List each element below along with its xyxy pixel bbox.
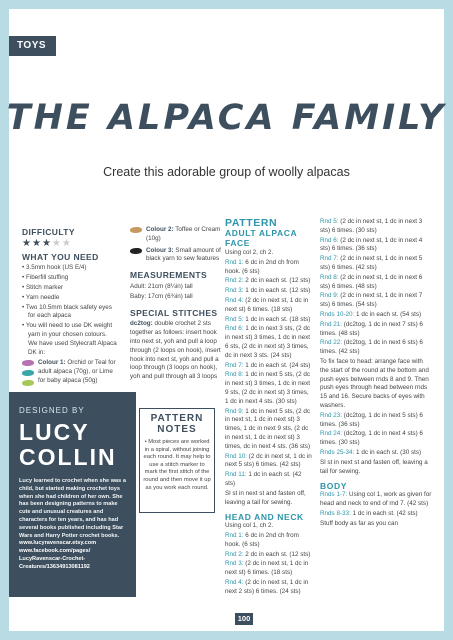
pattern-round <box>320 321 432 339</box>
pattern-notes-title: PATTERN NOTES <box>150 413 204 435</box>
round-label: Rnd 7: <box>225 361 244 369</box>
round-text: 1 dc in next 5 sts, (2 dc in next st, 1 dc in next st) 3 times, 1 dc in next 9 sts, (2 dc in next st, 1 dc in next st) 3 times, dc in next 4 sts. (36 sts) <box>225 407 311 450</box>
round-label: Rnd 22: <box>320 339 343 347</box>
round-label: Rnd 23: <box>320 411 343 419</box>
colour-3-row <box>130 247 222 265</box>
round-text: 1 dc in each st. (42 sts) <box>225 471 302 487</box>
adult-face-heading: ADULT ALPACA FACE <box>225 228 297 248</box>
measurement-baby: Baby: 17cm (6¾in) tall <box>130 292 193 300</box>
round-text: (dc2tog, 1 dc in next 7 sts) 6 times. (48 sts) <box>320 320 423 337</box>
round-text: (2 dc in next st, 1 dc in next st) 6 times. (18 sts) <box>225 296 309 313</box>
round-text: (dc2tog, 1 dc in next 6 sts) 6 times. (42 sts) <box>320 339 423 356</box>
round-text: (2 dc in next st, 1 dc in next 7 sts) 6 times. (54 sts) <box>320 292 423 309</box>
round-text: (2 dc in next st, 1 dc in next 5 sts) 6 times. (42 sts) <box>320 255 423 271</box>
round-text: 1 dc in next 3 sts, (2 dc in next st) 3 times, 1 dc in next 6 sts, (2 dc in next st) 3 times, dc in next 3 sts. (24 sts) <box>225 325 311 359</box>
star-icon: ★ <box>22 237 32 249</box>
body-heading: BODY <box>320 481 347 492</box>
pattern-round <box>320 274 432 292</box>
star-icon: ★ <box>31 237 42 249</box>
round-label: Rnd 5: <box>320 218 339 225</box>
colour-1-text: Colour 1: Orchid or Teal for adult alpaca (70g), or Lime for baby alpaca (50g) <box>38 359 116 384</box>
round-text: (2 dc in next st, 1 dc in next 6 sts) 6 times. (48 sts) <box>320 273 423 290</box>
round-text: Using col 1, work as given for head and neck to end of rnd 7. (42 sts) <box>320 491 432 507</box>
round-label: Rnds 8-33: <box>320 509 351 517</box>
page-title: THE ALPACA FAMILY <box>6 98 447 138</box>
designer-link[interactable]: www.lucyravenscar.etsy.com <box>19 540 97 547</box>
pattern-round <box>320 311 432 320</box>
column-pattern <box>225 218 313 597</box>
pattern-round <box>225 408 313 452</box>
pattern-round <box>320 339 432 357</box>
round-label: Rnds 25-34: <box>320 448 355 456</box>
page-frame-bottom <box>0 631 453 640</box>
pattern-round <box>225 551 313 560</box>
pattern-round <box>225 259 313 277</box>
pattern-round <box>320 255 432 273</box>
pattern-round <box>320 218 432 236</box>
pattern-round <box>225 579 313 597</box>
special-stitch-text: dc2tog: double crochet 2 sts together as follows: insert hook into next st, yoh and pull a loop through (2 loops on hook), insert hook into next st, yoh and pull a loop through (3 loops on hook), yoh and pull through all 3 loops <box>130 320 221 381</box>
pattern-round <box>225 297 313 315</box>
yarn-ball-icon <box>22 380 34 386</box>
pattern-round <box>320 292 432 310</box>
star-empty-icon: ★ <box>61 237 72 249</box>
round-label: Rnd 5: <box>225 315 244 323</box>
body-rounds <box>320 491 432 518</box>
designer-link[interactable]: LucyRavenscar-Crochet- <box>19 555 86 562</box>
measurement-adult: Adult: 21cm (8¼in) tall <box>130 282 193 290</box>
pattern-round <box>320 449 432 458</box>
round-label: Rnd 6: <box>320 236 339 244</box>
star-empty-icon: ★ <box>51 237 62 249</box>
designer-link[interactable]: www.facebook.com/pages/ <box>19 548 91 555</box>
pattern-round <box>225 371 313 406</box>
body-last-line: Stuff body as far as you can <box>320 519 398 527</box>
materials-list <box>22 264 117 357</box>
list-item: • Stitch marker <box>22 283 64 291</box>
round-text: (2 dc in next st, 1 dc in next 2 sts) 6 times. (24 sts) <box>225 578 309 595</box>
pattern-heading: PATTERN <box>225 217 278 229</box>
special-stitches-heading: SPECIAL STITCHES <box>130 307 218 318</box>
round-label: Rnd 2: <box>225 277 244 285</box>
round-text: 1 dc in each st. (12 sts) <box>243 287 311 295</box>
pattern-round <box>320 412 432 430</box>
round-text: (2 dc in next st, 1 dc in next 3 sts) 6 times. (30 sts) <box>320 218 423 234</box>
pattern-round <box>320 510 432 519</box>
round-label: Rnd 9: <box>320 292 339 300</box>
round-text: 2 dc in each st. (12 sts) <box>243 277 311 285</box>
head-rounds-continued <box>320 218 432 357</box>
colour-2-text: Colour 2: Toffee or Cream (10g) <box>146 226 221 242</box>
round-label: Rnd 4: <box>225 296 244 304</box>
round-label: Rnd 9: <box>225 407 244 415</box>
column-requirements <box>22 226 117 388</box>
fix-face-text: To fix face to head: arrange face with the start of the round at the bottom and push eyes between rnds 8 and 9. Then push eyes through head between rnds 15 and 16. Secure backs of eyes with washers. <box>320 357 429 409</box>
round-label: Rnd 3: <box>225 560 244 568</box>
colour-1-row <box>22 359 117 386</box>
list-item: • Yarn needle <box>22 293 60 301</box>
head-rounds-decrease <box>320 412 432 458</box>
difficulty-stars <box>22 237 117 249</box>
designed-by-label: DESIGNED BY <box>19 406 85 415</box>
round-text: 1 dc in each st. (30 sts) <box>354 448 422 456</box>
column-pattern-continued <box>320 218 432 529</box>
list-item: • You will need to use DK weight yarn in your chosen colours. We have used Stylecraft Alpaca DK in: <box>22 322 117 356</box>
round-text: 1 dc in each st. (42 sts) <box>350 509 418 517</box>
yarn-ball-icon <box>130 248 142 254</box>
round-text: (dc2tog, 1 dc in next 5 sts) 6 times. (36 sts) <box>320 411 423 428</box>
pattern-notes-text: • Most pieces are worked in a spiral, without joining each round. It may help to use a stitch marker to mark the first stitch of the round and then move it up as you work each round. <box>143 439 211 491</box>
round-text: (2 dc in next st, 1 dc in next st) 6 times. (18 sts) <box>225 560 309 577</box>
round-text: 1 dc in next 5 sts, (2 dc in next st) 3 times, 1 dc in next 9 sts, (2 dc in next st) 3 times, 1 dc in next 4 sts. (30 sts) <box>225 371 311 405</box>
round-label: Rnd 8: <box>320 273 339 281</box>
round-label: Rnds 10-20: <box>320 310 355 318</box>
designer-box <box>9 392 136 597</box>
colour-3-text: Colour 3: Small amount of black yarn to sew features <box>146 246 221 263</box>
measurements-heading: MEASUREMENTS <box>130 270 208 281</box>
round-label: Rnd 7: <box>320 255 339 263</box>
pattern-round <box>225 362 313 371</box>
page-subtitle: Create this adorable group of woolly alpacas <box>103 165 350 179</box>
designer-last-name: COLLIN <box>19 444 117 470</box>
round-label: Rnd 6: <box>225 325 244 333</box>
list-item: • Two 10.5mm black safety eyes for each alpaca <box>22 303 112 320</box>
list-item: • 3.5mm hook (US E/4) <box>22 264 87 272</box>
round-text: (2 dc in next st, 1 dc in next 5 sts) 6 times. (42 sts) <box>225 452 312 469</box>
page-frame-right <box>444 0 453 640</box>
round-label: Rnd 21: <box>320 320 343 328</box>
round-text: (dc2tog, 1 dc in next 4 sts) 6 times. (30 sts) <box>320 430 423 447</box>
round-text: 1 dc in each st. (54 sts) <box>354 310 422 318</box>
round-label: Rnds 1-7: <box>320 491 348 499</box>
pattern-round <box>225 325 313 360</box>
pattern-round <box>225 532 313 550</box>
round-text: 1 dc in each st. (24 sts) <box>243 361 311 369</box>
designer-links <box>19 540 128 571</box>
round-text: (2 dc in next st, 1 dc in next 4 sts) 6 times. (36 sts) <box>320 236 423 253</box>
yarn-ball-icon <box>22 370 34 376</box>
pattern-round <box>320 491 432 509</box>
pattern-round <box>225 453 313 471</box>
designer-link[interactable]: Creatures/1363491308119​2 <box>19 563 90 570</box>
page-number: 100 <box>235 613 253 625</box>
round-label: Rnd 11: <box>225 471 247 479</box>
round-label: Rnd 1: <box>225 531 244 539</box>
difficulty-heading: DIFFICULTY <box>22 227 75 237</box>
designer-bio: Lucy learned to crochet when she was a child, but started making crochet toys when she had children of her own. She has been designing patterns to make cute and unusual creatures and characters for ten years, and has had several books published including Star Wars and Harry Potter crochet books. <box>19 478 126 539</box>
round-label: Rnd 8: <box>225 371 244 379</box>
what-you-need-heading: WHAT YOU NEED <box>22 251 99 262</box>
round-label: Rnd 3: <box>225 287 244 295</box>
round-text: 1 dc in each st. (18 sts) <box>243 315 311 323</box>
column-colours <box>130 226 222 383</box>
round-text: 2 dc in each st. (12 sts) <box>243 550 311 558</box>
pattern-notes-box <box>139 408 215 513</box>
list-item: • Fiberfill stuffing <box>22 274 69 282</box>
head-rounds <box>225 532 313 597</box>
face-rounds <box>225 259 313 489</box>
star-icon: ★ <box>41 237 52 249</box>
pattern-round <box>320 430 432 448</box>
colour-2-row <box>130 226 222 244</box>
yarn-swatches <box>22 359 34 386</box>
round-label: Rnd 2: <box>225 550 244 558</box>
face-end: Sl st in next st and fasten off, leaving a tail for sewing. <box>225 489 306 506</box>
head-intro: Using col 1, ch 2. <box>225 522 274 530</box>
pattern-round <box>225 277 313 286</box>
section-tag: TOYS <box>9 36 56 56</box>
page-frame-top <box>0 0 453 9</box>
yarn-ball-icon <box>22 360 34 366</box>
round-text: 6 dc in 2nd ch from hook. (6 sts) <box>225 258 299 275</box>
round-label: Rnd 10: <box>225 452 248 460</box>
head-end: Sl st in next st and fasten off, leaving a tail for sewing. <box>320 458 428 475</box>
pattern-round <box>225 560 313 578</box>
designer-first-name: LUCY <box>19 419 90 445</box>
pattern-round <box>225 316 313 325</box>
pattern-round <box>320 237 432 255</box>
yarn-ball-icon <box>130 227 142 233</box>
head-neck-heading: HEAD AND NECK <box>225 512 304 523</box>
pattern-round <box>225 287 313 296</box>
round-label: Rnd 24: <box>320 430 343 438</box>
pattern-round <box>225 471 313 489</box>
page-frame-left <box>0 0 9 640</box>
face-intro: Using col 2, ch 2. <box>225 249 274 256</box>
round-text: 6 dc in 2nd ch from hook. (6 sts) <box>225 531 299 548</box>
round-label: Rnd 4: <box>225 578 244 586</box>
round-label: Rnd 1: <box>225 258 244 266</box>
